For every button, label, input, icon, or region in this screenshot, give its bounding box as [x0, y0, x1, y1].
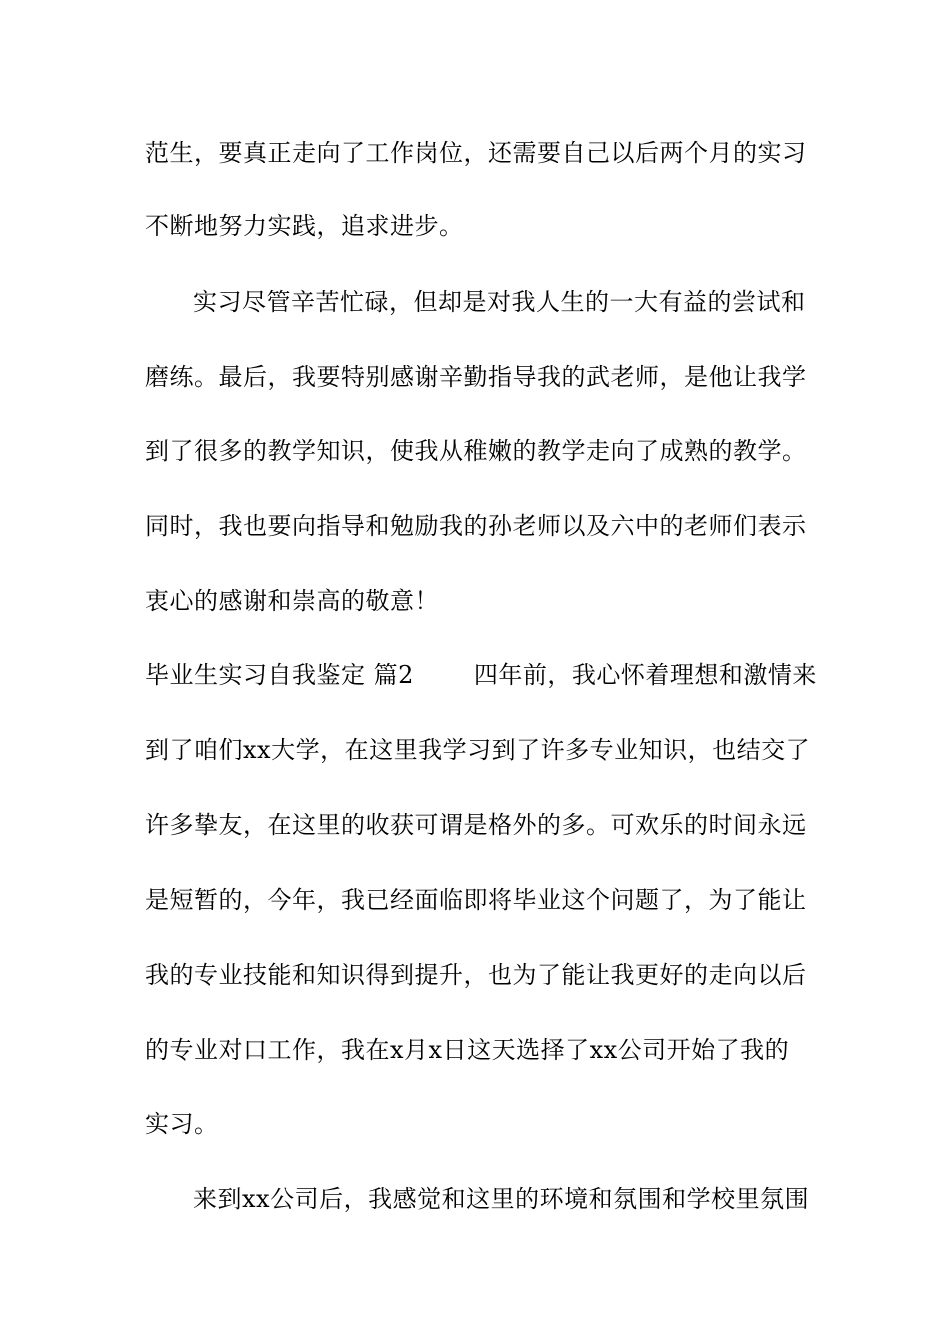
- paragraph-start-line-2: 来到xx公司后，我感觉和这里的环境和氛围和学校里氛围: [193, 1185, 810, 1213]
- section-first-text: 四年前，我心怀着理想和激情来: [473, 661, 817, 689]
- paragraph-start-line: 实习尽管辛苦忙碌，但却是对我人生的一大有益的尝试和: [193, 288, 806, 316]
- text-line-9: 到了咱们xx大学，在这里我学习到了许多专业知识，也结交了: [145, 736, 811, 764]
- text-line-10: 许多挚友，在这里的收获可谓是格外的多。可欢乐的时间永远: [145, 811, 807, 839]
- text-line-11: 是短暂的，今年，我已经面临即将毕业这个问题了，为了能让: [145, 886, 807, 914]
- text-line-5: 到了很多的教学知识，使我从稚嫩的教学走向了成熟的教学。: [145, 437, 807, 465]
- text-line-12: 我的专业技能和知识得到提升，也为了能让我更好的走向以后: [145, 961, 807, 989]
- text-line-1: 范生，要真正走向了工作岗位，还需要自己以后两个月的实习: [145, 139, 807, 167]
- text-line-7: 衷心的感谢和崇高的敬意！: [145, 587, 439, 615]
- section-heading-line: [145, 660, 815, 690]
- text-line-6: 同时，我也要向指导和勉励我的孙老师以及六中的老师们表示: [145, 512, 807, 540]
- text-line-4: 磨练。最后，我要特别感谢辛勤指导我的武老师，是他让我学: [145, 363, 807, 391]
- text-line-14: 实习。: [145, 1110, 219, 1138]
- text-line-13: 的专业对口工作，我在x月x日这天选择了xx公司开始了我的: [145, 1036, 790, 1064]
- section-heading: 毕业生实习自我鉴定 篇2: [145, 661, 414, 689]
- text-line-2: 不断地努力实践，追求进步。: [145, 212, 464, 240]
